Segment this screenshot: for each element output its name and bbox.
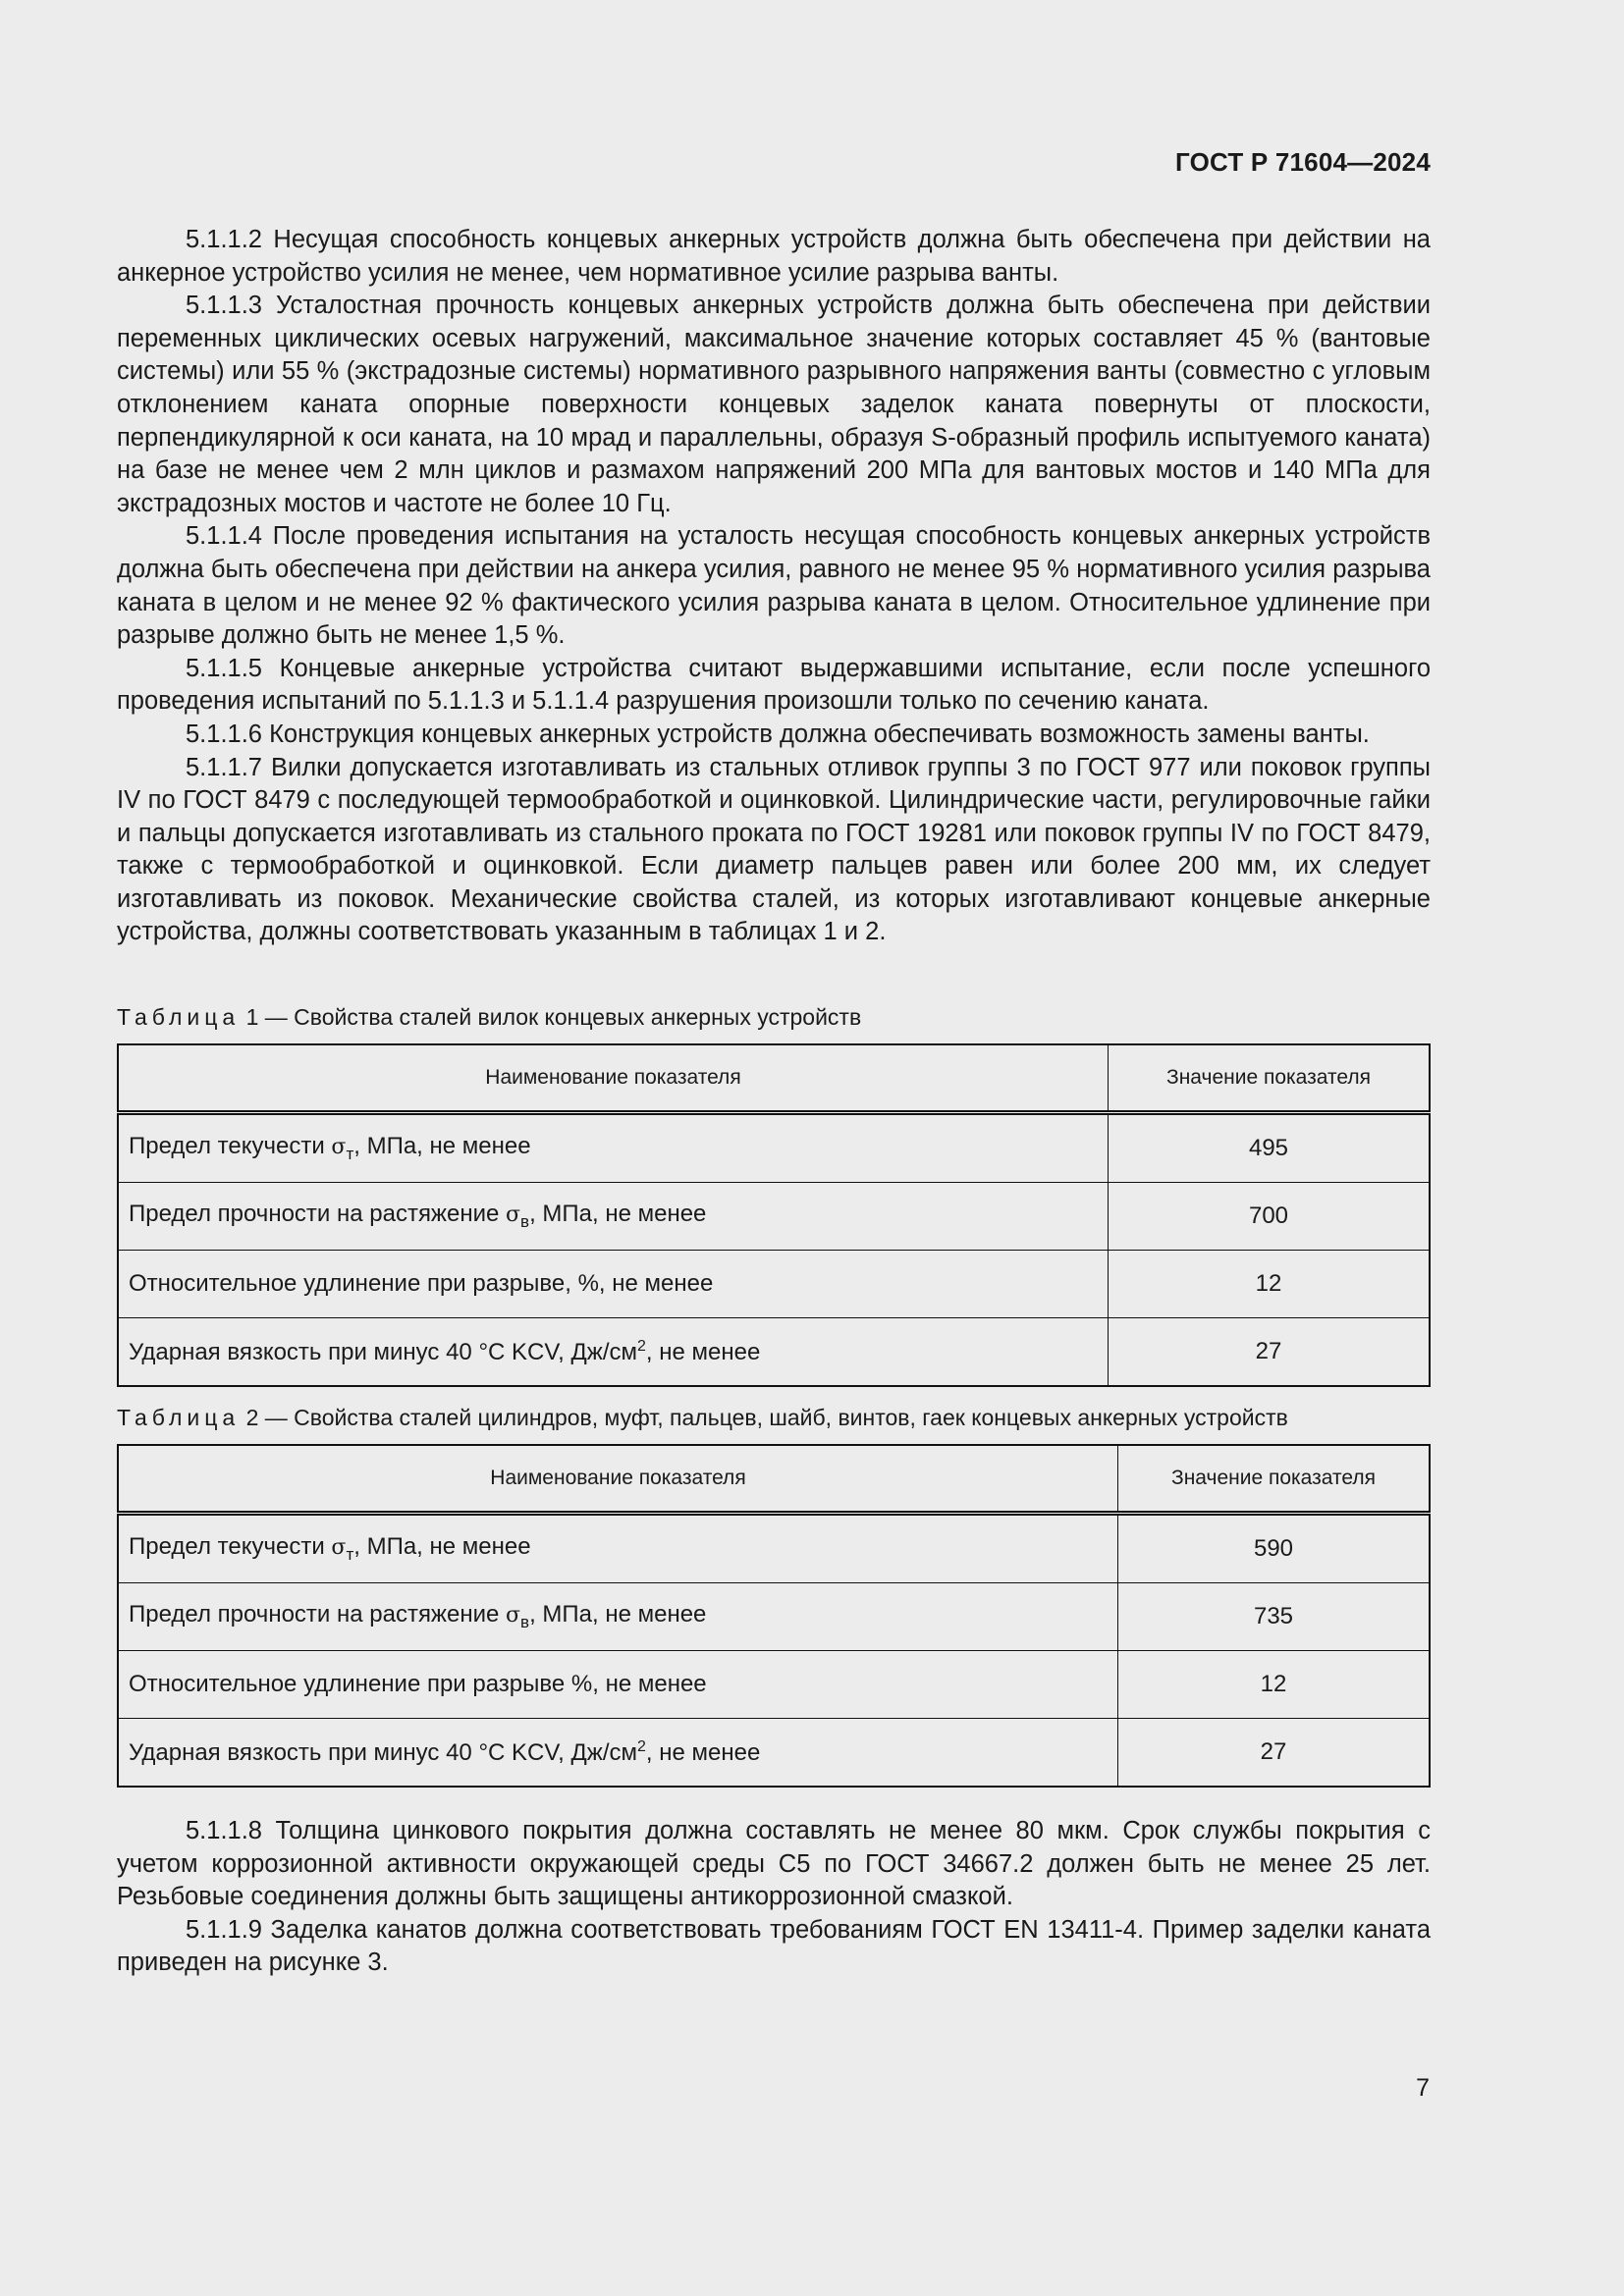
paragraph-5-1-1-5: 5.1.1.5 Концевые анкерные устройства считают выдержавшими испытание, если после успешного проведения испытаний по 5.1.1.3 и 5.1.1.4 разрушения произошли только по сечению каната. xyxy=(117,654,1431,716)
row-text: , МПа, не менее xyxy=(353,1133,531,1160)
table1-row3-value: 12 xyxy=(1109,1251,1431,1318)
row-text: , МПа, не менее xyxy=(529,1601,707,1629)
page-content xyxy=(117,224,1431,1980)
paragraph-5-1-1-9: 5.1.1.9 Заделка канатов должна соответствовать требованиям ГОСТ EN 13411-4. Пример заделки каната приведен на рисунке 3. xyxy=(117,1915,1431,1977)
table1-caption-text: 1 — Свойства сталей вилок концевых анкерных устройств xyxy=(245,1004,862,1031)
paragraph-5-1-1-6: 5.1.1.6 Конструкция концевых анкерных устройств должна обеспечивать возможность замены ванты. xyxy=(186,720,1370,748)
table2-caption-text: 2 — Свойства сталей цилиндров, муфт, пальцев, шайб, винтов, гаек концевых анкерных устройств xyxy=(245,1405,1288,1431)
subscript: в xyxy=(520,1212,530,1232)
table-row xyxy=(118,1251,1430,1318)
table-row xyxy=(118,1318,1430,1387)
table1-row1-name xyxy=(118,1113,1109,1183)
sigma-symbol: σ xyxy=(331,1535,347,1561)
superscript: 2 xyxy=(637,1337,646,1355)
subscript: в xyxy=(520,1613,530,1632)
table-row xyxy=(118,1113,1430,1183)
table1-row4-name xyxy=(118,1318,1109,1387)
row-text: Ударная вязкость при минус 40 °C KCV, Дж/см xyxy=(129,1338,637,1365)
subscript: т xyxy=(346,1145,354,1164)
table1-header-row xyxy=(118,1044,1430,1113)
table2-row2-name xyxy=(118,1583,1118,1651)
table2-row4-name xyxy=(118,1719,1118,1788)
row-text: , не менее xyxy=(645,1738,761,1766)
row-text: Предел текучести xyxy=(129,1533,332,1561)
page-number: 7 xyxy=(1416,2074,1430,2102)
table1-caption-label: Таблица xyxy=(117,1004,241,1031)
paragraph-5-1-1-4: 5.1.1.4 После проведения испытания на усталость несущая способность концевых анкерных устройств должна быть обеспечена при действии на анкера усилия, равного не менее 95 % нормативного усилия разрыва каната в целом и не менее 92 % фактического усилия разрыва каната в целом. Относительное удлинение при разрыве должно быть не менее 1,5 %. xyxy=(117,522,1431,650)
paragraph-5-1-1-2: 5.1.1.2 Несущая способность концевых анкерных устройств должна быть обеспечена при действии на анкерное устройство усилия не менее, чем нормативное усилие разрыва ванты. xyxy=(117,226,1431,287)
row-text: , не менее xyxy=(645,1338,761,1365)
table-row xyxy=(118,1183,1430,1251)
subscript: т xyxy=(346,1545,354,1565)
table-row xyxy=(118,1651,1430,1719)
paragraphs-top xyxy=(117,224,1431,949)
table1-row4-value: 27 xyxy=(1109,1318,1431,1387)
table2-row1-value: 590 xyxy=(1118,1514,1431,1583)
row-text: Предел прочности на растяжение xyxy=(129,1201,507,1228)
paragraph-5-1-1-3: 5.1.1.3 Усталостная прочность концевых анкерных устройств должна быть обеспечена при действии переменных циклических осевых нагружений, максимальное значение которых составляет 45 % (вантовые системы) или 55 % (экстрадозные системы) нормативного разрывного напряжения ванты (совместно с угловым отклонением каната опорные поверхности концевых заделок каната повернуты от плоскости, перпендикулярной к оси каната, на 10 мрад и параллельны, образуя S-образный профиль испытуемого каната) на базе не менее чем 2 млн циклов и размахом напряжений 200 МПа для вантовых мостов и 140 МПа для экстрадозных мостов и частоте не более 10 Гц. xyxy=(117,292,1431,517)
table-row xyxy=(118,1583,1430,1651)
table2-row4-value: 27 xyxy=(1118,1719,1431,1788)
table2-row2-value: 735 xyxy=(1118,1583,1431,1651)
paragraphs-bottom xyxy=(117,1815,1431,1980)
table2 xyxy=(117,1444,1431,1788)
paragraph-5-1-1-8: 5.1.1.8 Толщина цинкового покрытия должна составлять не менее 80 мкм. Срок службы покрытия с учетом коррозионной активности окружающей среды C5 по ГОСТ 34667.2 должен быть не менее 25 лет. Резьбовые соединения должны быть защищены антикоррозионной смазкой. xyxy=(117,1817,1431,1911)
table2-caption-label: Таблица xyxy=(117,1405,241,1431)
table-row xyxy=(118,1514,1430,1583)
row-text: Предел текучести xyxy=(129,1133,332,1160)
table2-row3-value: 12 xyxy=(1118,1651,1431,1719)
table2-row1-name xyxy=(118,1514,1118,1583)
row-text: Ударная вязкость при минус 40 °C KCV, Дж/см xyxy=(129,1738,637,1766)
table1-row2-name xyxy=(118,1183,1109,1251)
table-row xyxy=(118,1719,1430,1788)
sigma-symbol: σ xyxy=(506,1202,521,1228)
sigma-symbol: σ xyxy=(331,1135,347,1160)
table2-header-row xyxy=(118,1445,1430,1514)
superscript: 2 xyxy=(637,1737,646,1755)
row-text: , МПа, не менее xyxy=(353,1533,531,1561)
table1-col-value: Значение показателя xyxy=(1109,1044,1431,1113)
table1-col-name: Наименование показателя xyxy=(118,1044,1109,1113)
row-text: Предел прочности на растяжение xyxy=(129,1601,507,1629)
table1-caption xyxy=(117,1002,1431,1032)
table2-caption xyxy=(117,1403,1431,1432)
row-text: , МПа, не менее xyxy=(529,1201,707,1228)
paragraph-5-1-1-7: 5.1.1.7 Вилки допускается изготавливать из стальных отливок группы 3 по ГОСТ 977 или поковок группы IV по ГОСТ 8479 с последующей термообработкой и оцинковкой. Цилиндрические части, регулировочные гайки и пальцы допускается изготавливать из стального проката по ГОСТ 19281 или поковок группы IV по ГОСТ 8479, также с термообработкой и оцинковкой. Если диаметр пальцев равен или более 200 мм, их следует изготавливать из поковок. Механические свойства сталей, из которых изготавливают концевые анкерные устройства, должны соответствовать указанным в таблицах 1 и 2. xyxy=(117,753,1431,946)
document-code-header: ГОСТ Р 71604—2024 xyxy=(1175,147,1431,177)
table2-row3-name: Относительное удлинение при разрыве %, не менее xyxy=(118,1651,1118,1719)
table1-row3-name: Относительное удлинение при разрыве, %, не менее xyxy=(118,1251,1109,1318)
table1-row1-value: 495 xyxy=(1109,1113,1431,1183)
table2-col-value: Значение показателя xyxy=(1118,1445,1431,1514)
table1 xyxy=(117,1043,1431,1387)
table1-row2-value: 700 xyxy=(1109,1183,1431,1251)
table2-col-name: Наименование показателя xyxy=(118,1445,1118,1514)
sigma-symbol: σ xyxy=(506,1603,521,1629)
